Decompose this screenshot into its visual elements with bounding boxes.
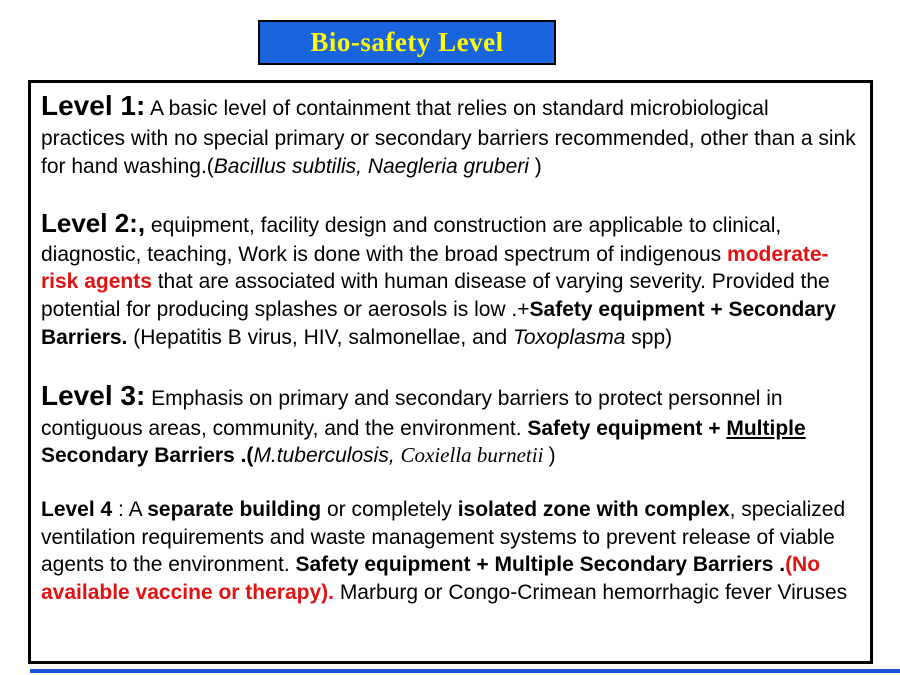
level-2-toxoplasma: Toxoplasma (512, 325, 626, 349)
level-4-safety-equipment: Safety equipment + Multiple Secondary Barriers . (295, 553, 786, 577)
bottom-accent-bar (30, 669, 900, 673)
level-1-paragraph (41, 88, 858, 180)
level-4-separate-building: separate building (147, 497, 322, 521)
level-3-secondary-barriers: Secondary Barriers .( (41, 444, 254, 468)
level-4-body-3: , specialized ventilation requirements and waste management systems to prevent release of viable agents to the environment. (41, 497, 846, 577)
level-1-body: A basic level of containment that relies on standard microbiological practices with no special primary or secondary barriers recommended, other than a sink for hand washing.( (41, 97, 856, 178)
level-1-close-paren: ) (534, 154, 542, 178)
level-3-safety-equipment: Safety equipment + (527, 416, 727, 440)
level-2-moderate-risk-agents: moderate-risk agents (41, 242, 829, 294)
level-2-body-1: equipment, facility design and construction are applicable to clinical, diagnostic, teaching, Work is done with the broad spectrum of indigenous (41, 214, 782, 266)
slide-title: Bio-safety Level (310, 27, 504, 57)
content-box (28, 80, 873, 664)
level-2-safety-equipment: Safety equipment + Secondary Barriers. (41, 298, 836, 349)
level-4-heading: Level 4 (41, 497, 113, 521)
level-3-multiple-underlined: Multiple (726, 416, 806, 440)
level-2-heading: Level 2:, (41, 208, 146, 239)
level-3-body-1: Emphasis on primary and secondary barriers to protect personnel in contiguous areas, community, and the environment. (41, 386, 783, 440)
level-4-body-1: : A (112, 497, 148, 521)
level-2-body-2: that are associated with human disease of varying severity. Provided the potential for producing splashes or aerosols is low .+ (41, 270, 830, 322)
level-3-close-paren: ) (548, 444, 556, 468)
level-3-heading: Level 3: (41, 379, 146, 411)
level-3-coxiella-burnetii: Coxiella burnetii (400, 443, 549, 468)
level-1-heading: Level 1: (41, 90, 146, 121)
level-4-isolated-zone: isolated zone with complex (457, 497, 730, 521)
level-4-body-2: or completely (321, 497, 458, 521)
level-3-paragraph (41, 378, 858, 470)
level-2-body-4: spp) (625, 325, 673, 349)
level-3-m-tuberculosis: M.tuberculosis, (253, 444, 401, 468)
level-1-organisms: Bacillus subtilis, Naegleria gruberi (213, 154, 535, 178)
title-banner (258, 20, 556, 65)
level-4-paragraph (41, 496, 858, 607)
level-2-paragraph (41, 206, 858, 351)
level-4-body-4: Marburg or Congo-Crimean hemorrhagic fever Viruses (333, 581, 848, 605)
level-4-no-vaccine-warning: (No available vaccine or therapy). (41, 553, 821, 605)
level-2-body-3: (Hepatitis B virus, HIV, salmonellae, and (127, 325, 513, 349)
